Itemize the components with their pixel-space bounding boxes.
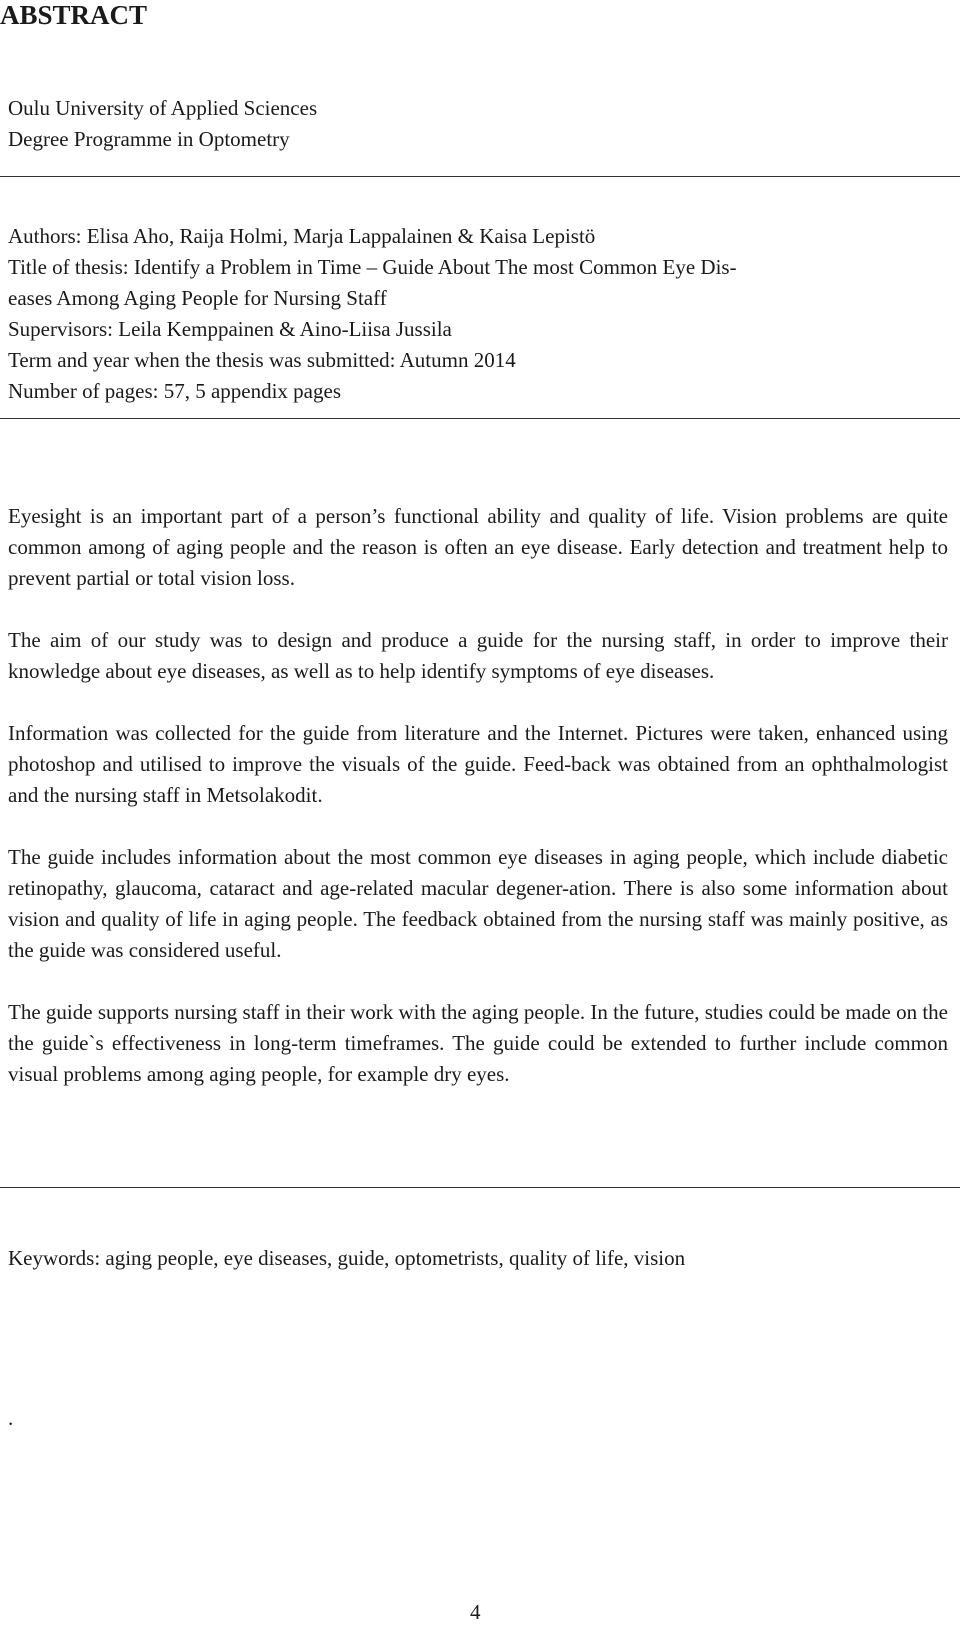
authors-line: Authors: Elisa Aho, Raija Holmi, Marja Lappalainen & Kaisa Lepistö bbox=[8, 224, 596, 248]
divider-middle bbox=[0, 418, 960, 419]
abstract-heading: ABSTRACT bbox=[0, 0, 148, 30]
thesis-title-line-1: Title of thesis: Identify a Problem in Time – Guide About The most Common Eye Dis- bbox=[8, 255, 737, 279]
stray-period: . bbox=[8, 1406, 14, 1430]
abstract-body bbox=[8, 501, 948, 1121]
submission-term-line: Term and year when the thesis was submitted: Autumn 2014 bbox=[8, 348, 516, 372]
keywords-line: Keywords: aging people, eye diseases, guide, optometrists, quality of life, vision bbox=[8, 1246, 686, 1270]
abstract-paragraph: Information was collected for the guide from literature and the Internet. Pictures were taken, enhanced using photoshop and utilised to improve the visuals of the guide. Feed-back was obtained from an ophthalmologist and the nursing staff in Metsolakodit. bbox=[8, 721, 948, 807]
supervisors-line: Supervisors: Leila Kemppainen & Aino-Liisa Jussila bbox=[8, 317, 452, 341]
abstract-paragraph: The aim of our study was to design and produce a guide for the nursing staff, in order to improve their knowledge about eye diseases, as well as to help identify symptoms of eye diseases. bbox=[8, 628, 948, 683]
abstract-paragraph: The guide includes information about the most common eye diseases in aging people, which include diabetic retinopathy, glaucoma, cataract and age-related macular degener-ation. There is also some information about vision and quality of life in aging people. The feedback obtained from the nursing staff was mainly positive, as the guide was considered useful. bbox=[8, 845, 948, 962]
divider-bottom bbox=[0, 1187, 960, 1188]
thesis-title-line-2: eases Among Aging People for Nursing Staff bbox=[8, 286, 387, 310]
university-name: Oulu University of Applied Sciences bbox=[8, 96, 318, 120]
page-count-line: Number of pages: 57, 5 appendix pages bbox=[8, 379, 341, 403]
thesis-metadata bbox=[8, 221, 948, 407]
degree-programme: Degree Programme in Optometry bbox=[8, 127, 290, 151]
page-number: 4 bbox=[470, 1600, 481, 1624]
abstract-paragraph: Eyesight is an important part of a person’s functional ability and quality of life. Vision problems are quite common among of aging people and the reason is often an eye disease. Early detection and treatment help to prevent partial or total vision loss. bbox=[8, 504, 948, 590]
institution-block bbox=[8, 93, 948, 155]
divider-top bbox=[0, 176, 960, 177]
abstract-paragraph: The guide supports nursing staff in their work with the aging people. In the future, studies could be made on the the guide`s effectiveness in long-term timeframes. The guide could be extended to further include common visual problems among aging people, for example dry eyes. bbox=[8, 1000, 948, 1086]
